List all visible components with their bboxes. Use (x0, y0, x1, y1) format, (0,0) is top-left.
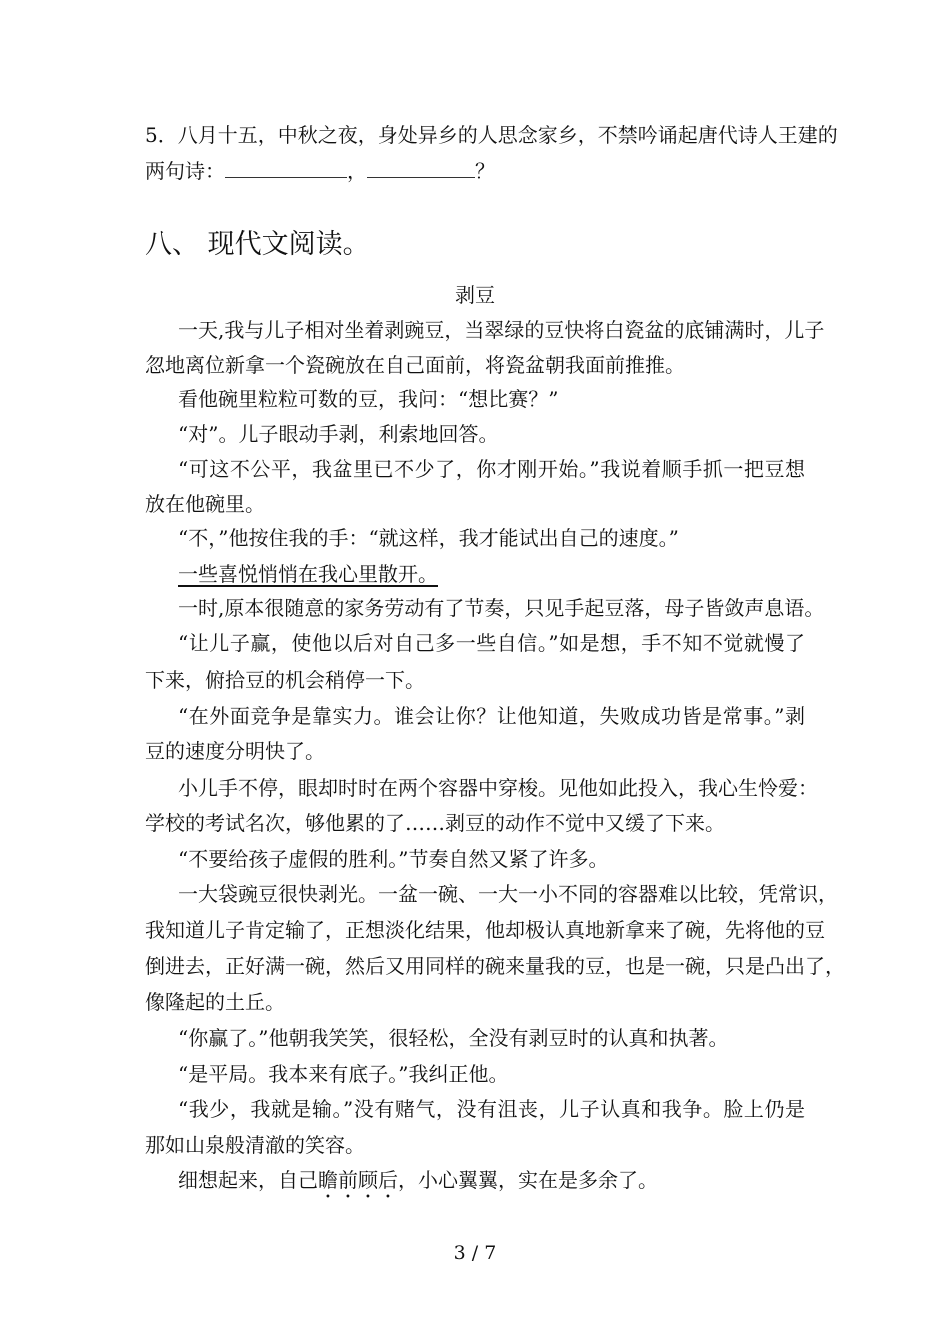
passage-line: 一大袋豌豆很快剥光。一盆一碗、一大一小不同的容器难以比较，凭常识， (178, 882, 838, 906)
passage-line: 豆的速度分明快了。 (145, 739, 325, 763)
passage-line: 忽地离位新拿一个瓷碗放在自己面前，将瓷盆朝我面前推推。 (145, 353, 685, 377)
passage-title: 剥豆 (455, 283, 495, 307)
passage-line: 放在他碗里。 (145, 492, 265, 516)
passage-line: 倒进去，正好满一碗，然后又用同样的碗来量我的豆，也是一碗，只是凸出了， (145, 954, 845, 978)
passage-line: “是平局。我本来有底子。”我纠正他。 (178, 1062, 509, 1086)
passage-line: “在外面竞争是靠实力。谁会让你？让他知道，失败成功皆是常事。”剥 (178, 704, 805, 728)
section-heading: 八、 现代文阅读。 (145, 229, 370, 260)
passage-line: 像隆起的土丘。 (145, 990, 285, 1014)
answer-blank-1[interactable] (225, 159, 347, 178)
passage-line: 一天,我与儿子相对坐着剥豌豆，当翠绿的豆快将白瓷盆的底铺满时，儿子 (178, 318, 825, 342)
comma: ， (347, 159, 367, 183)
question-5-line2 (145, 159, 495, 183)
passage-line: “我少，我就是输。”没有赌气，没有沮丧，儿子认真和我争。脸上仍是 (178, 1097, 805, 1121)
passage-line: “不要给孩子虚假的胜利。”节奏自然又紧了许多。 (178, 847, 609, 871)
emphasized-phrase: 瞻前顾后 (318, 1168, 398, 1192)
last-line-suffix: ，小心翼翼，实在是多余了。 (398, 1168, 658, 1192)
passage-line: “让儿子赢，使他以后对自己多一些自信。”如是想，手不知不觉就慢了 (178, 631, 805, 655)
passage-line: “不，”他按住我的手：“就这样，我才能试出自己的速度。” (178, 526, 679, 550)
question-mark: ？ (475, 159, 495, 183)
passage-line: 那如山泉般清澈的笑容。 (145, 1133, 365, 1157)
passage-line: 看他碗里粒粒可数的豆，我问：“想比赛？” (178, 387, 559, 411)
passage-line: 小儿手不停，眼却时时在两个容器中穿梭。见他如此投入，我心生怜爱： (178, 776, 818, 800)
page-number: 3 / 7 (453, 1242, 497, 1264)
passage-line: 下来，俯拾豆的机会稍停一下。 (145, 668, 425, 692)
last-line-prefix: 细想起来，自己 (178, 1168, 318, 1192)
passage-line: 学校的考试名次，够他累的了……剥豆的动作不觉中又缓了下来。 (145, 811, 725, 835)
answer-blank-2[interactable] (367, 159, 475, 178)
passage-line: 我知道儿子肯定输了，正想淡化结果，他却极认真地新拿来了碗，先将他的豆 (145, 918, 825, 942)
underlined-sentence: 一些喜悦悄悄在我心里散开。 (178, 562, 438, 586)
question-5-line1: 5．八月十五，中秋之夜，身处异乡的人思念家乡，不禁吟诵起唐代诗人王建的 (145, 123, 838, 147)
passage-line: “你赢了。”他朝我笑笑，很轻松，全没有剥豆时的认真和执著。 (178, 1026, 729, 1050)
passage-line: “对”。儿子眼动手剥，利索地回答。 (178, 422, 499, 446)
passage-line: 一时,原本很随意的家务劳动有了节奏，只见手起豆落，母子皆敛声息语。 (178, 596, 825, 620)
passage-line: “可这不公平，我盆里已不少了，你才刚开始。”我说着顺手抓一把豆想 (178, 457, 805, 481)
passage-last-line (178, 1168, 658, 1203)
question-5-prefix: 两句诗： (145, 159, 225, 183)
